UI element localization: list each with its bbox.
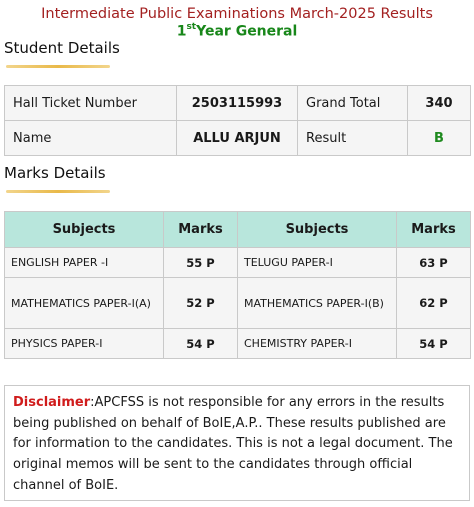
subject-cell: PHYSICS PAPER-I [5,329,164,359]
mark-cell: 52 P [164,278,238,329]
mark-cell: 55 P [164,248,238,278]
subject-cell: CHEMISTRY PAPER-I [238,329,397,359]
hall-ticket-label: Hall Ticket Number [5,86,177,121]
subject-cell: MATHEMATICS PAPER-I(A) [5,278,164,329]
name-label: Name [5,121,177,156]
year-rest: Year General [196,23,298,40]
exam-title: Intermediate Public Examinations March-2025 Results [41,6,433,22]
mark-cell: 54 P [397,329,471,359]
marks-details-underline [6,190,110,193]
col-header-subjects: Subjects [5,212,164,248]
grand-total-label: Grand Total [298,86,408,121]
subject-cell: TELUGU PAPER-I [238,248,397,278]
hall-ticket-value: 2503115993 [177,86,298,121]
name-value: ALLU ARJUN [177,121,298,156]
table-row [5,329,471,359]
table-row [5,248,471,278]
disclaimer-box [4,385,470,501]
year-number: 1 [176,23,187,40]
mark-cell: 62 P [397,278,471,329]
col-header-marks: Marks [397,212,471,248]
mark-cell: 63 P [397,248,471,278]
table-row [5,121,471,156]
marks-header-row [5,212,471,248]
result-label: Result [298,121,408,156]
col-header-marks: Marks [164,212,238,248]
disclaimer-text: :APCFSS is not responsible for any errors in the results being published on behalf of BoIE,A.P.. These results published are for information to the candidates. This is not a legal document. The original memos will be sent to the candidates through official channel of BoIE. [13,395,453,493]
subject-cell: MATHEMATICS PAPER-I(B) [238,278,397,329]
col-header-subjects: Subjects [238,212,397,248]
student-details-table [4,85,471,156]
disclaimer-label: Disclaimer [13,395,91,410]
subject-cell: ENGLISH PAPER -I [5,248,164,278]
exam-year-subtitle [0,23,474,40]
student-details-heading: Student Details [4,39,120,57]
marks-details-heading: Marks Details [4,164,106,182]
year-superscript: st [186,22,197,32]
student-details-underline [6,65,110,68]
table-row [5,86,471,121]
mark-cell: 54 P [164,329,238,359]
table-row [5,278,471,329]
grand-total-value: 340 [408,86,471,121]
result-value: B [408,121,471,156]
marks-details-table [4,211,471,359]
